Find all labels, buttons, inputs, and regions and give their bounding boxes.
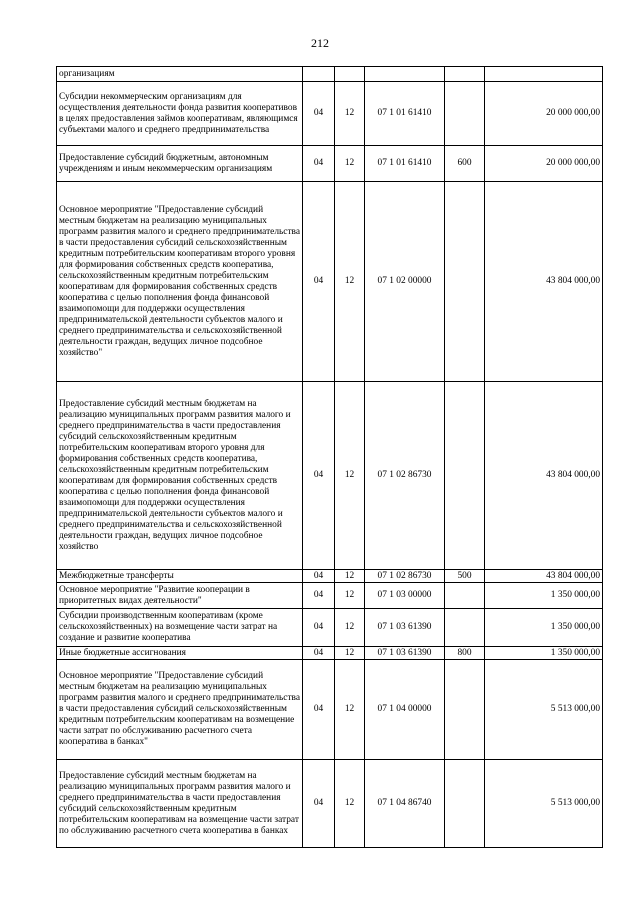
row-sum: 43 804 000,00 [485, 382, 603, 570]
row-target-code: 07 1 04 00000 [365, 660, 445, 760]
row-target-code: 07 1 03 00000 [365, 583, 445, 609]
row-section: 04 [303, 82, 335, 146]
row-sum: 5 513 000,00 [485, 760, 603, 848]
row-section: 04 [303, 146, 335, 182]
row-sum: 5 513 000,00 [485, 660, 603, 760]
row-section: 04 [303, 382, 335, 570]
row-section: 04 [303, 660, 335, 760]
table-row [57, 570, 603, 583]
row-target-code: 07 1 03 61390 [365, 609, 445, 647]
row-name: Основное мероприятие "Предоставление субсидий местным бюджетам на реализацию муниципальных программ развития малого и среднего предпринимательства в части предоставления субсидий сельскохозяйственным кредитным потребительским кооперативам на возмещение части затрат по обслуживанию расчетного счета кооператива в банках" [57, 660, 303, 760]
row-section [303, 67, 335, 82]
row-subsection: 12 [335, 647, 365, 660]
row-subsection: 12 [335, 570, 365, 583]
table-row [57, 609, 603, 647]
row-section: 04 [303, 182, 335, 382]
row-target-code: 07 1 01 61410 [365, 82, 445, 146]
row-subsection: 12 [335, 146, 365, 182]
row-subsection: 12 [335, 660, 365, 760]
row-subsection: 12 [335, 760, 365, 848]
row-section: 04 [303, 609, 335, 647]
row-subsection [335, 67, 365, 82]
row-sum: 1 350 000,00 [485, 583, 603, 609]
row-sum: 1 350 000,00 [485, 609, 603, 647]
row-sum [485, 67, 603, 82]
row-expense-type [445, 660, 485, 760]
row-target-code: 07 1 01 61410 [365, 146, 445, 182]
row-section: 04 [303, 583, 335, 609]
row-expense-type [445, 583, 485, 609]
row-expense-type: 800 [445, 647, 485, 660]
row-name: Межбюджетные трансферты [57, 570, 303, 583]
row-name: Иные бюджетные ассигнования [57, 647, 303, 660]
table-row [57, 583, 603, 609]
row-expense-type [445, 382, 485, 570]
row-expense-type [445, 182, 485, 382]
row-name: Субсидии производственным кооперативам (кроме сельскохозяйственных) на возмещение части затрат на создание и развитие кооператива [57, 609, 303, 647]
row-expense-type: 600 [445, 146, 485, 182]
row-subsection: 12 [335, 583, 365, 609]
row-subsection: 12 [335, 382, 365, 570]
row-name: Основное мероприятие "Предоставление субсидий местным бюджетам на реализацию муниципальных программ развития малого и среднего предпринимательства в части предоставления субсидий сельскохозяйственным кредитным потребительским кооперативам второго уровня для формирования собственных средств кооператива, сельскохозяйственным кредитным потребительским кооперативам для формирования собственных средств кооператива с целью пополнения фонда финансовой взаимопомощи для поддержки осуществления предпринимательской деятельности субъектов малого и среднего предпринимательства и сельскохозяйственной деятельности граждан, ведущих личное подсобное хозяйство" [57, 182, 303, 382]
table-row [57, 182, 603, 382]
row-sum: 20 000 000,00 [485, 146, 603, 182]
table-row [57, 647, 603, 660]
row-name: Субсидии некоммерческим организациям для осуществления деятельности фонда развития кооперативов в целях предоставления займов кооперативам, являющимся субъектами малого и среднего предпринимательства [57, 82, 303, 146]
row-target-code: 07 1 02 00000 [365, 182, 445, 382]
budget-table [56, 66, 603, 848]
table-row [57, 660, 603, 760]
row-sum: 43 804 000,00 [485, 570, 603, 583]
row-target-code: 07 1 04 86740 [365, 760, 445, 848]
row-sum: 20 000 000,00 [485, 82, 603, 146]
row-sum: 1 350 000,00 [485, 647, 603, 660]
table-row [57, 67, 603, 82]
row-expense-type [445, 760, 485, 848]
row-expense-type [445, 67, 485, 82]
table-row [57, 146, 603, 182]
row-sum: 43 804 000,00 [485, 182, 603, 382]
row-name: Предоставление субсидий бюджетным, автономным учреждениям и иным некоммерческим организациям [57, 146, 303, 182]
row-subsection: 12 [335, 182, 365, 382]
page-number: 212 [311, 36, 329, 50]
row-subsection: 12 [335, 82, 365, 146]
row-expense-type [445, 82, 485, 146]
row-section: 04 [303, 760, 335, 848]
row-target-code: 07 1 02 86730 [365, 382, 445, 570]
row-name: Предоставление субсидий местным бюджетам на реализацию муниципальных программ развития малого и среднего предпринимательства в части предоставления субсидий сельскохозяйственным кредитным потребительским кооперативам второго уровня для формирования собственных средств кооператива, сельскохозяйственным кредитным потребительским кооперативам для формирования собственных средств кооператива с целью пополнения фонда финансовой взаимопомощи для поддержки осуществления предпринимательской деятельности субъектов малого и среднего предпринимательства и сельскохозяйственной деятельности граждан, ведущих личное подсобное хозяйство [57, 382, 303, 570]
row-name: организациям [57, 67, 303, 82]
table-row [57, 382, 603, 570]
row-expense-type: 500 [445, 570, 485, 583]
row-target-code [365, 67, 445, 82]
row-name: Основное мероприятие "Развитие кооперации в приоритетных видах деятельности" [57, 583, 303, 609]
row-section: 04 [303, 570, 335, 583]
row-target-code: 07 1 03 61390 [365, 647, 445, 660]
table-row [57, 760, 603, 848]
row-section: 04 [303, 647, 335, 660]
row-expense-type [445, 609, 485, 647]
table-row [57, 82, 603, 146]
row-name: Предоставление субсидий местным бюджетам на реализацию муниципальных программ развития малого и среднего предпринимательства в части предоставления субсидий сельскохозяйственным кредитным потребительским кооперативам на возмещение части затрат по обслуживанию расчетного счета кооператива в банках [57, 760, 303, 848]
row-subsection: 12 [335, 609, 365, 647]
row-target-code: 07 1 02 86730 [365, 570, 445, 583]
